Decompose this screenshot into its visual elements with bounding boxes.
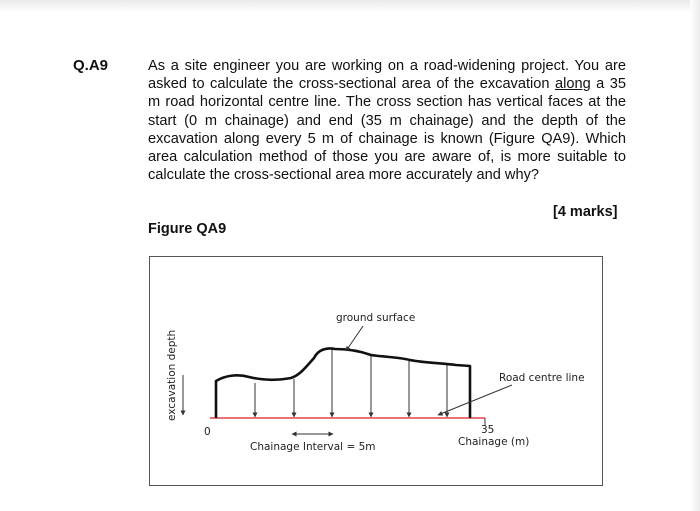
depth-arrows (255, 349, 447, 417)
page-shadow-top (0, 0, 700, 12)
page-shadow-right (690, 0, 700, 511)
chainage-start-label: 0 (204, 426, 211, 438)
chainage-end-label: 35 (481, 424, 495, 436)
road-centre-line-label: Road centre line (499, 372, 585, 384)
cross-section-diagram (150, 257, 604, 487)
question-text-part2: a 35 m road horizontal centre line. The cross section has vertical faces at the start (0 m chainage) and end (35 m chainage) and the depth of the excavation along every 5 m of chainage is known (Figure QA9). Which area calculation method of those you are aware of, is more suitable to calculate the cross-sectional area more accurately and why? (148, 76, 626, 184)
figure-title: Figure QA9 (148, 221, 227, 237)
marks-label: [4 marks] (553, 204, 618, 220)
chainage-axis-label: Chainage (m) (458, 436, 530, 448)
figure-qa9 (149, 256, 603, 486)
ground-surface-label: ground surface (336, 312, 416, 324)
ground-profile (216, 348, 470, 418)
ground-surface-pointer (346, 326, 363, 351)
question-text-part1: As a site engineer you are working on a road-widening project. You are asked to calculate the cross-sectional area of the excavation (148, 58, 626, 93)
question-text (148, 57, 626, 184)
question-number: Q.A9 (73, 57, 109, 74)
question-underlined-word: along (554, 76, 591, 93)
excavation-depth-label: excavation depth (166, 329, 178, 421)
road-centre-line-pointer (438, 385, 512, 415)
chainage-interval-label: Chainage Interval = 5m (250, 441, 376, 453)
